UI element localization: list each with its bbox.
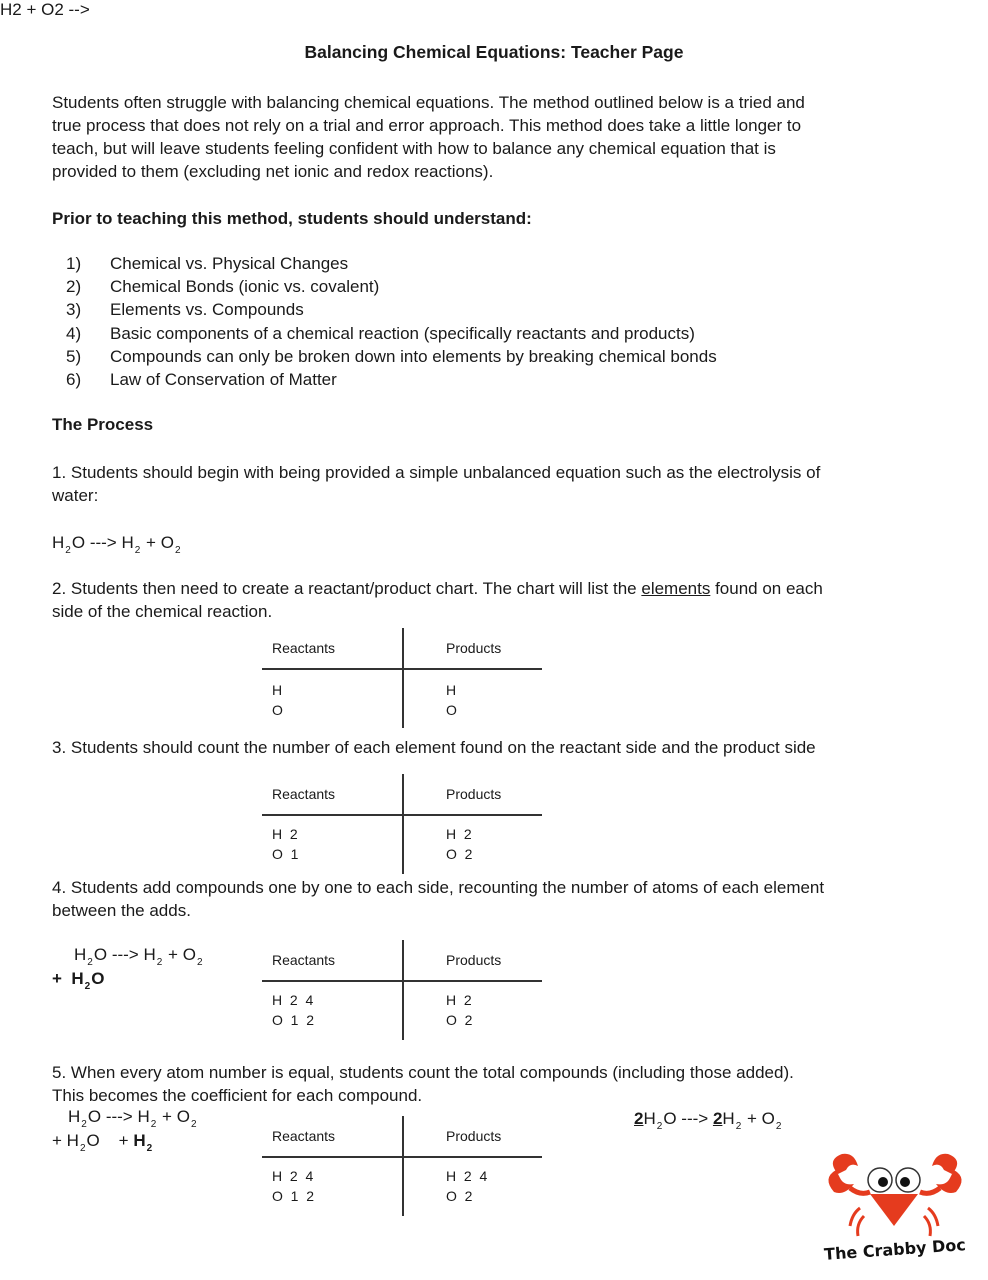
reactant-cell: O 1 — [272, 846, 299, 862]
product-cell: O — [446, 702, 457, 718]
prior-heading: Prior to teaching this method, students should understand: — [52, 209, 532, 228]
list-item: 2) Chemical Bonds (ionic vs. covalent) — [66, 277, 380, 297]
reactant-cell: O 1 2 — [272, 1188, 315, 1204]
product-cell: H — [446, 682, 457, 698]
reactant-cell: H 2 4 — [272, 1168, 314, 1184]
list-item: 5) Compounds can only be broken down into elements by breaking chemical bonds — [66, 346, 717, 366]
intro-line: true process that does not rely on a trial and error approach. This method does take a little longer to — [52, 116, 802, 135]
reactant-cell: H 2 — [272, 826, 298, 842]
list-item: 6) Law of Conservation of Matter — [66, 369, 337, 389]
product-cell: O 2 — [446, 846, 473, 862]
reactant-product-chart-1 — [262, 628, 542, 728]
product-cell: O 2 — [446, 1188, 473, 1204]
product-cell: H 2 — [446, 826, 472, 842]
logo-text: The Crabby Doc — [823, 1235, 967, 1264]
intro-line: Students often struggle with balancing chemical equations. The method outlined below is a tried and — [52, 93, 805, 112]
step-2-text: 2. Students then need to create a reactant/product chart. The chart will list the elements found on each side of the chemical reaction. — [52, 579, 823, 621]
step-1-text: 1. Students should begin with being provided a simple unbalanced equation such as the electrolysis of water: — [52, 463, 821, 505]
product-cell: O 2 — [446, 1012, 473, 1028]
teacher-page: Balancing Chemical Equations: Teacher Page Students often struggle with balancing chemical equations. The method outlined below is a tried and true process that does not rely on a trial and error approach. This method does take a little longer to teach, but will leave students feeling confident with how to balance any chemical equation that is provided to them (excluding net ionic and redox reactions). Prior to teaching this method, students should understand: 1) Chemical vs. Physical Changes 2) Chemical Bonds (ionic vs. covalent) 3) Elements vs. Compounds 4) Basic components of a chemical reaction (specifically reactants and products) 5) Compounds can only be broken down into elements by breaking chemical bonds 6) Law of Conservation of Matter The Process 1. Students should begin with being provided a simple unbalanced equation such as the electrolysis of water: H2 + O2 --> $H_2O$ ---> $H_2 + O_2$ 2. Students then need to create a reactant/product chart. The chart will list the elements found on each side of the chemical reaction. Reactants Products H O H O 3. Students should count the number of each element found on the reactant side and the product side Reactants Products H 2 O 1 H 2 O 2 4. Students add compounds one by one to each side, recounting the number of atoms of each element between the adds. $H_2O$ ---> $H_2 + O_2$ + $H_2O$ Reactants Products H 2 4 O 1 2 H 2 O 2 5. When every atom number is equal, students count the total compounds (including those added). This becomes the coefficient for each compound. $H_2O$ ---> $H_2 + O_2$ + $H_2O$ + $H_2$ Reactants Products H 2 4 O 1 2 H 2 4 O 2 $2H_2O$ ---> $2H_2 + O_2$ The Crabby Doc — [0, 0, 988, 1280]
page-title: Balancing Chemical Equations: Teacher Page — [304, 42, 684, 62]
chart-header-reactants: Reactants — [272, 640, 336, 656]
list-item: 1) Chemical vs. Physical Changes — [66, 254, 349, 273]
intro-paragraph — [52, 91, 805, 183]
step-5-text: 5. When every atom number is equal, students count the total compounds (including those added). This becomes the coefficient for each compound. — [52, 1063, 794, 1105]
reactant-cell: H 2 4 — [272, 992, 314, 1008]
equation-step-4: $H_2O$ ---> $H_2 + O_2$ — [74, 945, 203, 968]
reactant-product-chart-2: Reactants Products H 2 O 1 H 2 O 2 — [262, 774, 542, 874]
product-cell: H 2 — [446, 992, 472, 1008]
reactant-cell: O — [272, 702, 283, 718]
intro-line: provided to them (excluding net ionic and redox reactions). — [52, 162, 494, 181]
equation-balanced: $2H_2O$ ---> $2H_2 + O_2$ — [634, 1109, 782, 1132]
added-compounds-step-5: + $H_2O$ + $H_2$ — [52, 1131, 153, 1154]
process-heading: The Process — [52, 415, 154, 434]
step-3-text: 3. Students should count the number of each element found on the reactant side and the product side — [52, 738, 816, 757]
reactant-cell: O 1 2 — [272, 1012, 315, 1028]
added-compound-step-4: + $H_2O$ — [52, 969, 105, 992]
intro-line: teach, but will leave students feeling confident with how to balance any chemical equation that is — [52, 139, 776, 158]
chart-header-products: Products — [446, 640, 502, 656]
product-cell: H 2 4 — [446, 1168, 488, 1184]
prior-list — [66, 252, 717, 391]
equation-step-5: $H_2O$ ---> $H_2 + O_2$ — [68, 1107, 197, 1130]
list-item: 4) Basic components of a chemical reaction (specifically reactants and products) — [66, 323, 695, 343]
reactant-cell: H — [272, 682, 283, 698]
list-item: 3) Elements vs. Compounds — [66, 300, 304, 320]
elements-underlined: elements — [641, 579, 711, 598]
equation-unbalanced: $H_2O$ ---> $H_2 + O_2$ — [52, 533, 181, 556]
step-4-text: 4. Students add compounds one by one to each side, recounting the number of atoms of each element between the adds. — [52, 878, 825, 920]
reactant-product-chart-3: Reactants Products H 2 4 O 1 2 H 2 O 2 — [262, 940, 542, 1040]
reactant-product-chart-4: Reactants Products H 2 4 O 1 2 H 2 4 O 2 — [262, 1116, 542, 1216]
